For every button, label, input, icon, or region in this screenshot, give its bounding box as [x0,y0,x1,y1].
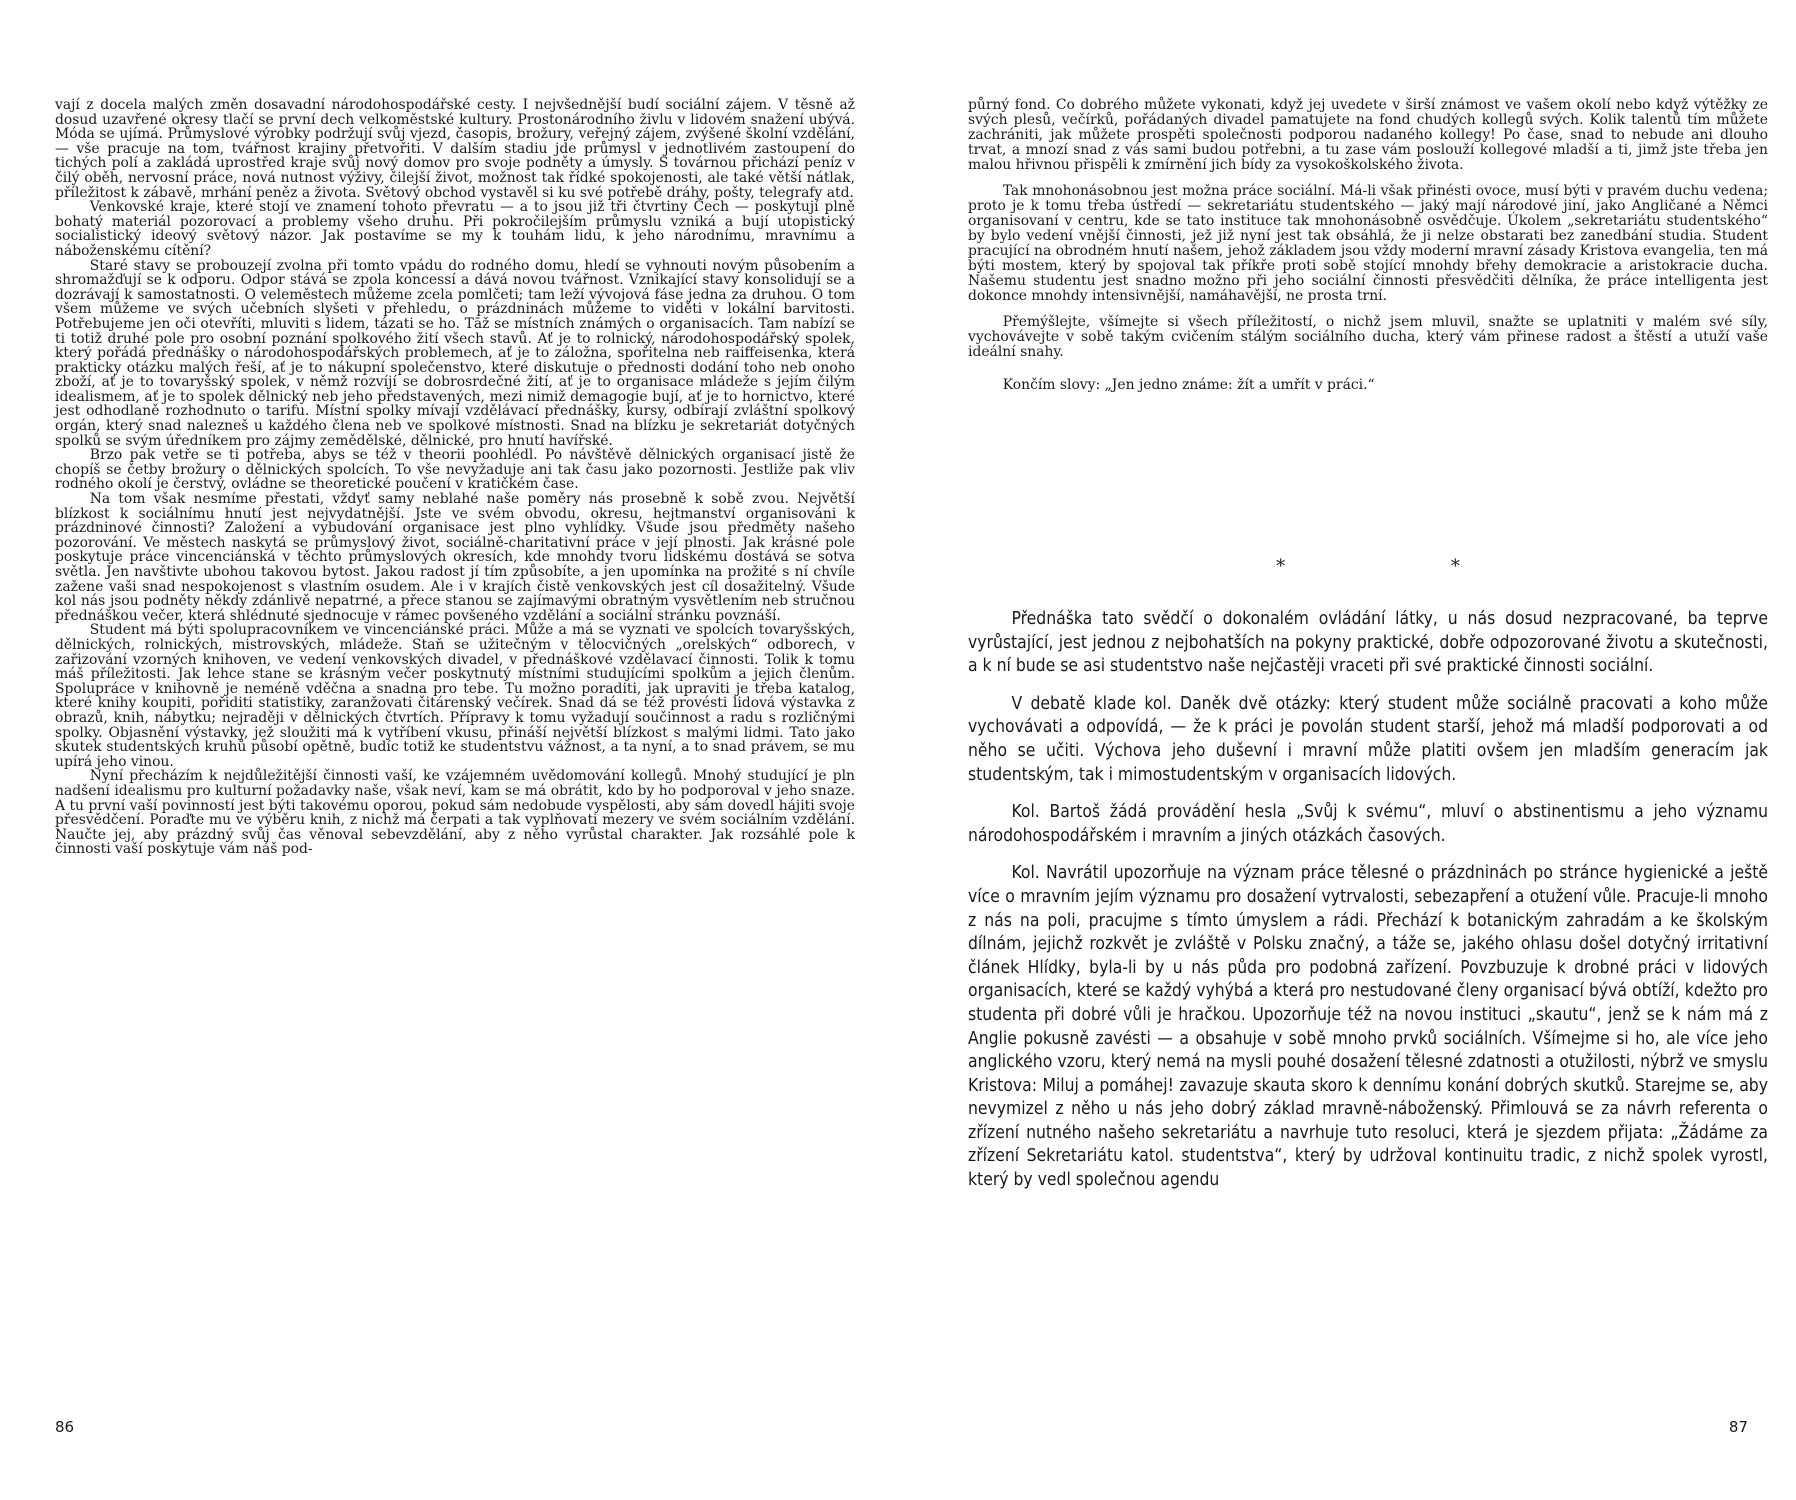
section-separator: * * [1276,556,1540,577]
paragraph: Přemýšlejte, všímejte si všech příležitostí, o nichž jsem mluvil, snažte se uplatniti v malém své síly, vychovávejte v sobě takým cvičením stálým sociálního ducha, který vám přinese radost a štěstí a utuží vaše ideální snahy. [968,314,1768,360]
paragraph: Brzo pak vetře se ti potřeba, abys se též v theorii poohlédl. Po návštěvě dělnických organisací jistě že chopíš se četby brožury o dělnických spolcích. To vše nevyžaduje ani tak času jako pozornosti. Jestliže pak vliv rodného okolí je čerstvý, ovládne se theoretické poučení v kratičkém čase. [55,447,855,493]
paragraph: Nyní přecházím k nejdůležitější činnosti vaší, ke vzájemném uvědomování kollegů. Mnohý studující je pln nadšení idealismu pro kulturní požadavky naše, však neví, kam se má obrátit, kdo by ho podporoval v jeho snaze. A tu první vaší povinností jest býti takovému oporou, pokud sám nedobude vyspělosti, aby sám dovedl hájiti svoje přesvědčení. Poraďte mu ve výběru knih, z nichž má čerpati a tak vyplňovati mezery ve svém sociálním vzdělání. Naučte jej, aby prázdný svůj čas věnoval sebevzdělání, aby z něho vyrůstal charakter. Jak rozsáhlé pole k činnosti vaší poskytuje vám náš pod- [55,768,855,858]
paragraph: Tak mnohonásobnou jest možna práce sociální. Má-li však přinésti ovoce, musí býti v pravém duchu vedena; proto je k tomu třeba ústředí — sekretariátu studentského — jaký mají národové jiní, jako Angličané a Němci organisovaní v centru, kde se tato instituce tak mnohonásobně osvědčuje. Úkolem „sekretariátu studentského“ by bylo vedení vnější činnosti, jež již nyní jest tak obsáhlá, že ji nelze obstarati bez zanedbání studia. Student pracující na obrodném hnutí našem, jehož základem jsou vždy moderní mravní zásady Kristova evangelia, ten má býti mostem, který by spojoval tak příkře proti sobě stojící mnohdy břehy demokracie a aristokracie ducha. Našemu studentu jest snadno možno při jeho sociální činnosti přesvědčiti dělníka, že práce intelligenta jest dokonce mnohdy intensivnější, namáhavější, ne prosta trní. [968,183,1768,304]
paragraph: půrný fond. Co dobrého můžete vykonati, když jej uvedete v širší známost ve vašem okolí nebo když výtěžky ze svých plesů, večírků, pořádaných divadel pamatujete na fond chudých kollegů svých. Kolik talentů tím můžete zachrániti, jak můžete prospěti společnosti podporou nadaného kollegy! Po čase, snad to nebude ani dlouho trvat, a mnozí snad z vás sami budou potřebni, a tu zase vám poslouží kollegové mladší a ti, jimž jste třeba jen malou hřivnou přispěli k zmírnění jich bídy za vysokoškolského života. [968,97,1768,173]
paragraph: Přednáška tato svědčí o dokonalém ovládání látky, u nás dosud nezpracované, ba teprve vyrůstající, jest jednou z nejbohatších na pokyny praktické, dobře odpozorované životu a skutečnosti, a k ní bude se asi studentstvo naše nejčastěji vraceti při své praktické činnosti sociální. [968,609,1768,677]
paragraph: Kol. Bartoš žádá provádění hesla „Svůj k svému“, mluví o abstinentismu a jeho významu národohospodářském i mravním a jiných otázkách časových. [968,802,1768,846]
paragraph: Na tom však nesmíme přestati, vždyť samy neblahé naše poměry nás prosebně k sobě zvou. Největší blízkost k sociálnímu hnutí jest nejvydatnější. Jste ve svém obvodu, okresu, hejtmanství organisováni k prázdninové činnosti? Založení a vybudování organisace jest plno vyhlídky. Všude jsou předměty našeho pozorování. Ve městech naskytá se průmyslový život, sociálně-charitativní práce v její plnosti. Jak krásné pole poskytuje práce vincenciánská v těchto průmyslových okresích, kde mnohdy tvoru lidskému dostává se sotva světla. Jen navštivte ubohou takovou bytost. Jakou radost jí tím způsobíte, a jen upomínka na prožité s ní chvíle zažene vaši snad nespokojenost s vlastním osudem. Ale i v krajích čistě venkovských jest cíl dosažitelný. Všude kol nás jsou podněty někdy zdánlivě nepatrné, a přece stanou se zajímavými obratným vysvětlením neb stručnou přednáškou večer, která shlédnuté sjednocuje v rámec povšeného vzdělání a sociální stránku povznáší. [55,491,855,624]
paragraph: Staré stavy se probouzejí zvolna při tomto vpádu do rodného domu, hledí se vyhnouti novým působením a shromažďují se k odporu. Odpor stává se zpola koncessí a dává novou tvářnost. Vznikající stavy konsolidují se a dozrávají k samostatnosti. O veleměstech můžeme zcela pomlčeti; tam leží vývojová fáse jedna za druhou. O tom všem můžeme ve svých učebních slyšeti v přehledu, o prázdninách můžeme to viděti v lokální barvitosti. Potřebujeme jen oči otevříti, mluviti s lidem, tázati se ho. Tāž se místních známých o organisacích. Tam nabízí se ti totiž druhé pole pro osobní poznání spolkového žití všech stavů. Ať je to rolnický, národohospodářský spolek, který pořádá přednášky o národohospodářských problemech, ať je to záložna, spořitelna neb raiffeisenka, která prakticky otázku malých řeší, ať je to nákupní společenstvo, které diskutuje o přednosti dodání toho neb onoho zboží, ať je to tovaryšský spolek, v němž rozvíjí se dobrosrdečné žití, ať je to organisace mládeže s jejím čilým idealismem, ať je to spolek dělnický neb jeho představených, mezi nimiž demagogie bují, ať je to hornictvo, které jest odhodlaně rozhodnuto o tarifu. Místní spolky mívají vzdělávací přednášky, kursy, odbírají zvláštní spolkový orgán, který snad nalezneš u každého člena neb ve spolkové místnosti. Snad na blízku je sekretariát dotyčných spolků se svým úředníkem pro zájmy zemědělské, dělnické, pro hnutí havířské. [55,257,855,449]
right-text-column-small [968,98,1768,393]
page-number: 87 [1728,1418,1748,1436]
right-text-column-large [968,608,1768,1193]
closing-quote: Končím slovy: „Jen jedno známe: žít a umřít v práci.“ [1002,377,1375,393]
left-text-column [55,98,855,857]
paragraph: Student má býti spolupracovníkem ve vincenciánské práci. Může a má se vyznati ve spolcích tovaryšských, dělnických, rolnických, mistrovských, mládeže. Staň se užitečným v tělocvičných „orelských“ odborech, v zařizování vzorných knihoven, ve vedení venkovských divadel, v přednáškové vzdělavací činnosti. Tolik k tomu máš příležitosti. Jak lehce stane se krásným večer poskytnutý místními studujícími spolkům a jejich členům. Spolupráce v knihovně je neméně vděčna a snadna pro tebe. Tu možno poraditi, jak upraviti je třeba katalog, které knihy koupiti, pořiditi statistiky, zaranžovati čitárenský večírek. Snad dá se též provésti lidová výstavka z obrazů, knih, nábytku; nejraději v dělnických čtvrtích. Přípravy k tomu vyžadují součinnost a radu s rozličnými spolky. Objasnění výstavky, jež sloužiti má k vytříbení vkusu, přináší největší blízkost s malými lidmi. Tato jako skutek studentských kruhů působí opětně, budíc totiž ke studentstvu vážnost, a ta nyní, a to snad právem, se mu upírá jeho vinou. [55,622,855,770]
paragraph: V debatě klade kol. Daněk dvě otázky: který student může sociálně pracovati a koho může vychovávati a odpovídá, — že k práci je povolán student starší, jehož má mladší podporovati a od něho se učiti. Výchova jeho duševní i mravní může platiti ovšem jen mladším generacím jak studentským, tak i mimostudentským v organisacích lidových. [968,693,1768,785]
right-page [898,0,1796,1500]
paragraph: Venkovské kraje, které stojí ve znamení tohoto převratu — a to jsou již tři čtvrtiny Čech — poskytují plně bohatý materiál pozorovací a problemy všeho druhu. Při pokročilejším průmyslu vzniká a bují utopistický socialistický ideový světový názor. Jak postavíme se my k touhám lidu, k jeho národnímu, mravnímu a náboženskému cítění? [55,199,855,259]
paragraph: Kol. Navrátil upozorňuje na význam práce tělesné o prázdninách po stránce hygienické a ještě více o mravním jejím významu pro dosažení vytrvalosti, sebezapření a otužení vůle. Pracuje-li mnoho z nás na poli, pracujme s tímto úmyslem a rádi. Přechází k botanickým zahradám a ke školským dílnám, jejichž rozkvět je zvláště v Polsku značný, a táže se, jakého ohlasu došel dotyčný irritativní článek Hlídky, byla-li by u nás půda pro podobná zařízení. Povzbuzuje k drobné práci v lidových organisacích, které se každý vyhýbá a která pro nestudované členy organisací bývá obtíží, kdežto pro studenta při dobré vůli je hračkou. Upozorňuje též na novou instituci „skautu“, jenž se k nám má z Anglie pokusně zavésti — a obsahuje v sobě mnoho prvků sociálních. Všímejme si ho, ale více jeho anglického vzoru, který nemá na mysli pouhé dosažení tělesné zdatnosti a otužilosti, nýbrž ve smyslu Kristova: Miluj a pomáhej! zavazuje skauta skoro k dennímu konání dobrých skutků. Starejme se, aby nevymizel z něho u nás jeho dobrý základ mravně-náboženský. Přimlouvá se za návrh referenta o zřízení nutného našeho sekretariátu a navrhuje tuto resoluci, která je sjezdem přijata: „Žádáme za zřízení Sekretariátu katol. studentstva“, který by udržoval kontinuitu tradic, z nichž spolek vyrostl, který by vedl společnou agendu [968,863,1768,1191]
page-number: 86 [55,1418,75,1436]
paragraph: vají z docela malých změn dosavadní národohospodářské cesty. I nejvšednější budí sociální zájem. V těsně až dosud uzavřené okresy tlačí se první dech velkoměstské kultury. Prostonárodního živlu v lidovém snažení ubývá. Móda se ujímá. Průmyslové výrobky podržují svůj vjezd, časopis, brožury, veřejný zájem, zvýšené školní vzdělání, — vše pracuje na tom, tvářnost krajiny přetvořiti. V dalším stadiu jde průmysl v jednotlivém zastoupení do tichých polí a zakládá uprostřed kraje svůj nový domov pro svoje podněty a úmysly. S továrnou přichází peníz v čilý oběh, nervosní práce, nová nutnost výživy, čilejší život, možnost tak řídké spokojenosti, ale také větší nátlak, příležitost k zábavě, mrhání peněz a života. Světový obchod vystavěl si ku své potřebě dráhy, pošty, telegrafy atd. [55,97,855,201]
